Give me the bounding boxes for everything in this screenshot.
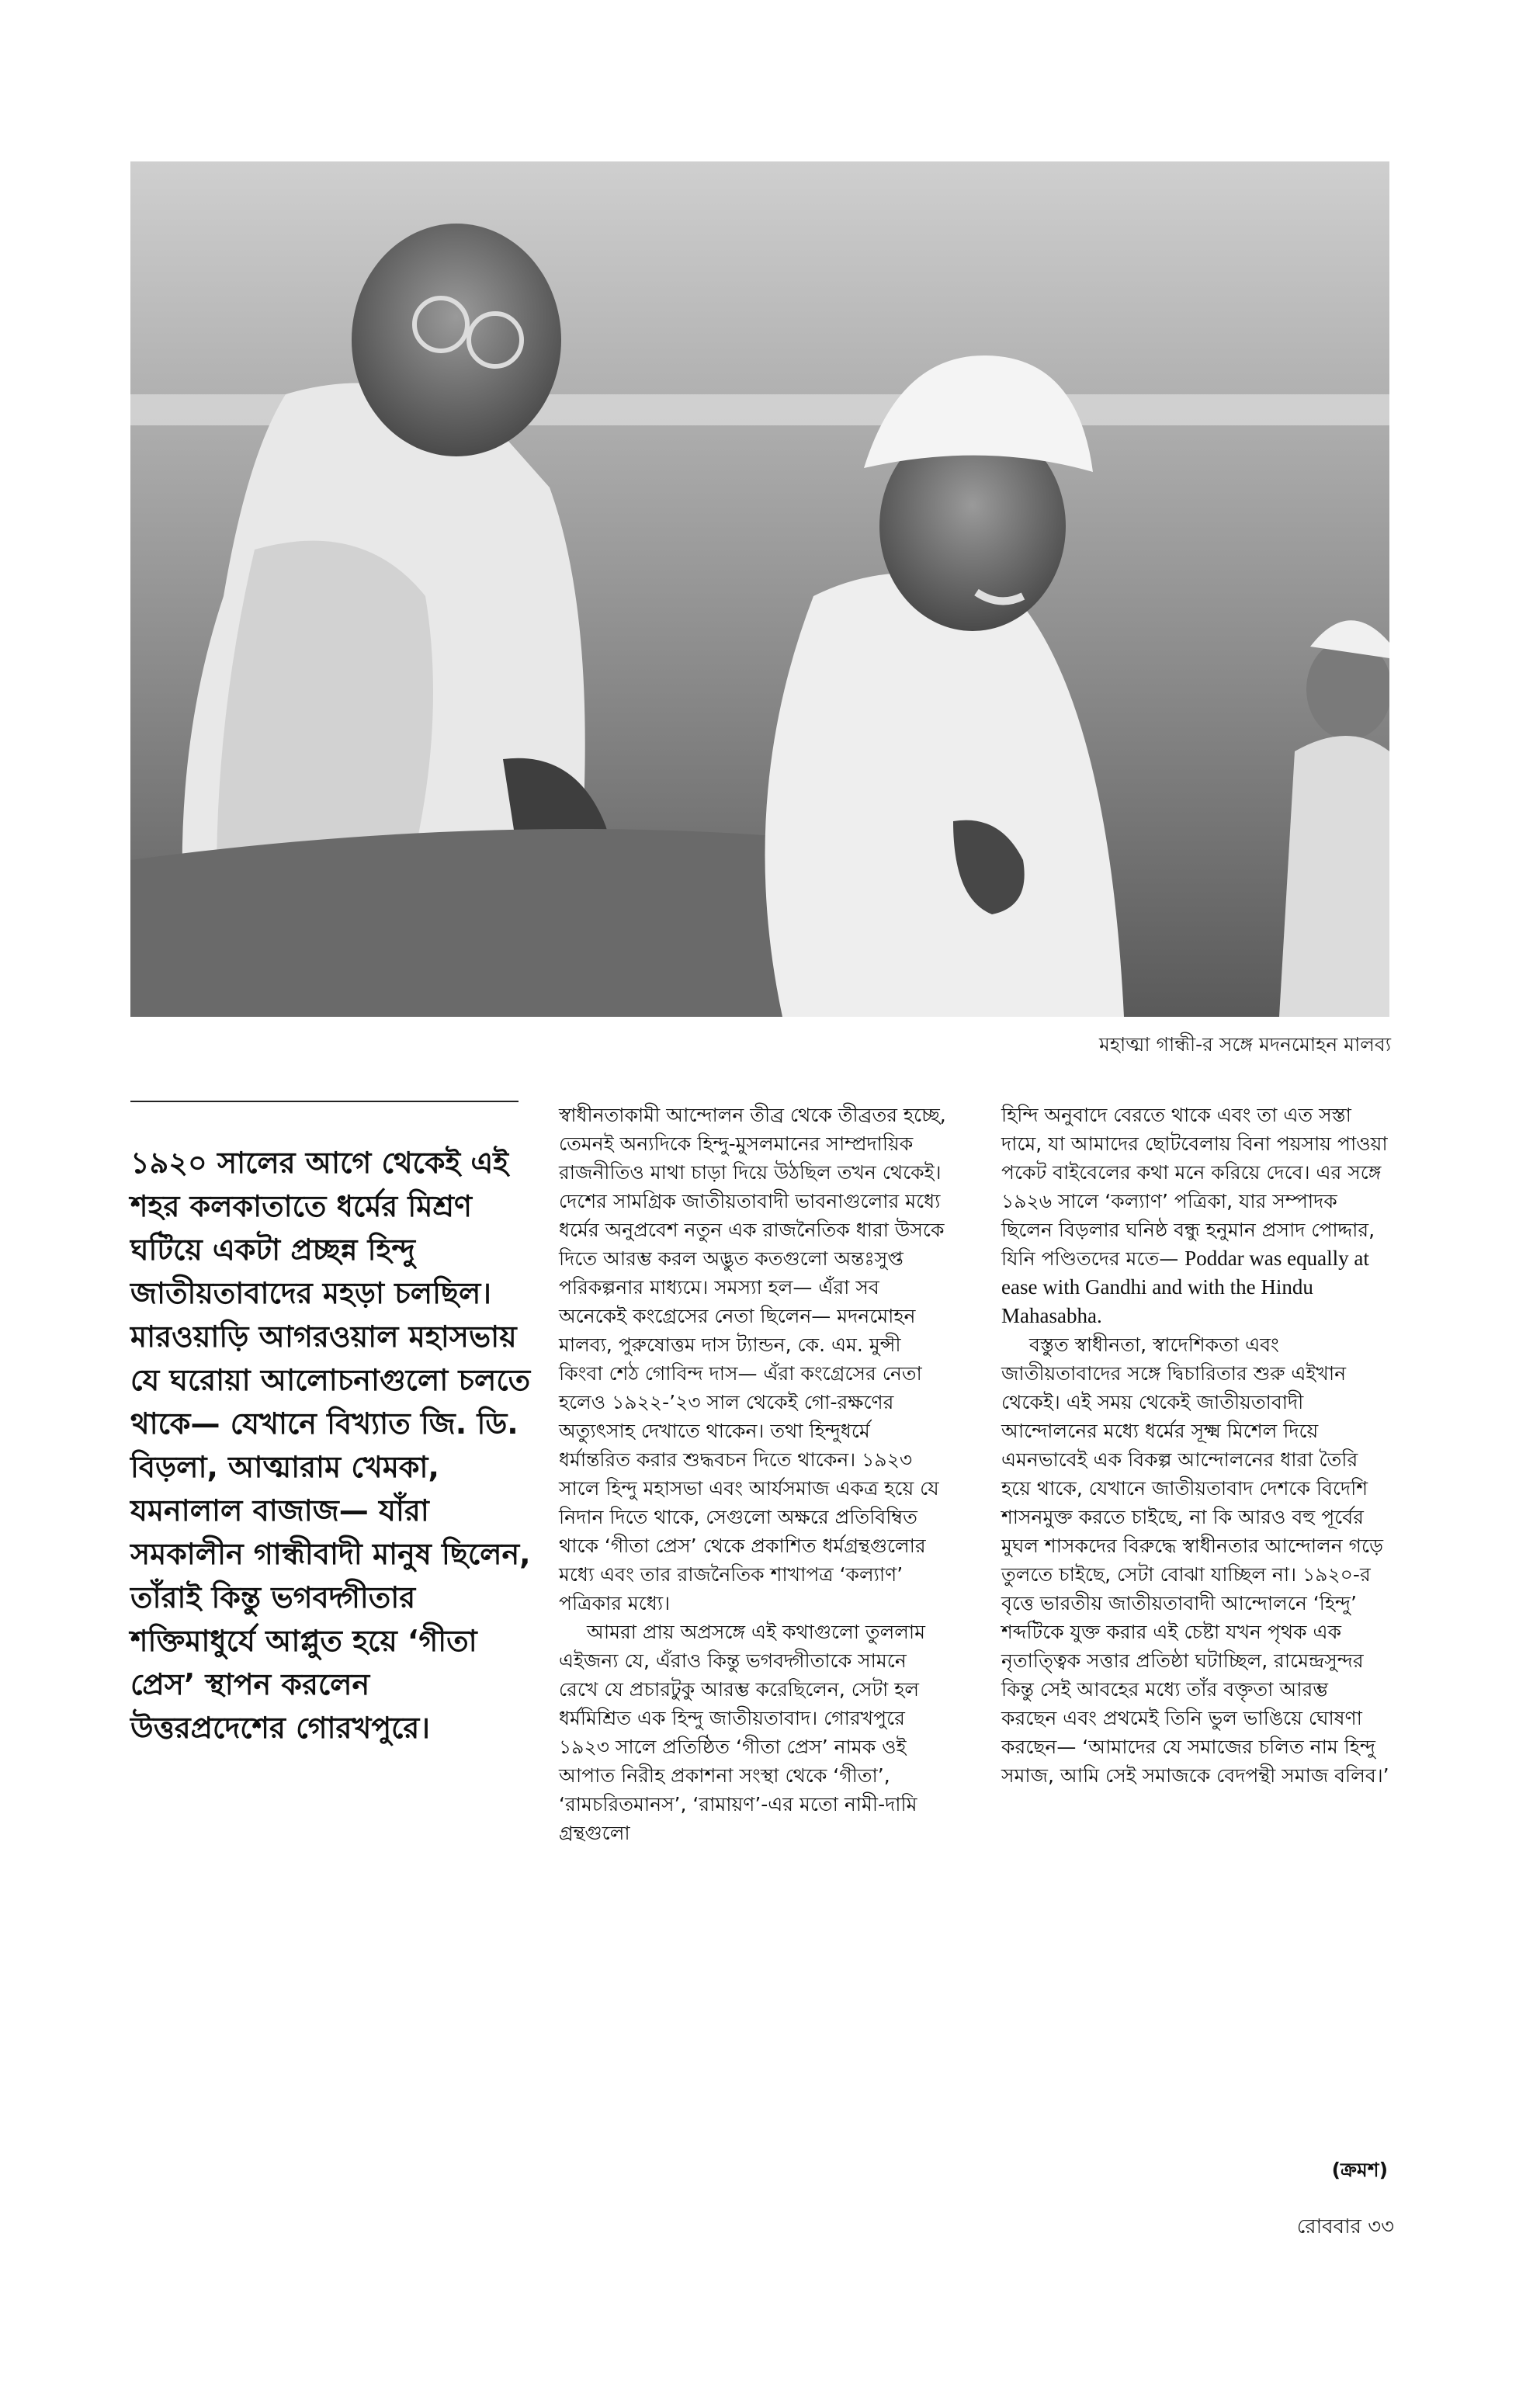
column1-paragraph-1: স্বাধীনতাকামী আন্দোলন তীব্র থেকে তীব্রতর হচ্ছে, তেমনই অন্যদিকে হিন্দু-মুসলমানের সাম্প্রদায়িক রাজনীতিও মাথা চাড়া দিয়ে উঠছিল তখন থেকেই। দেশের সামগ্রিক জাতীয়তাবাদী ভাবনাগুলোর মধ্যে ধর্মের অনুপ্রবেশ নতুন এক রাজনৈতিক ধারা উসকে দিতে আরম্ভ করল অদ্ভুত কতগুলো অন্তঃসুপ্ত পরিকল্পনার মাধ্যমে। সমস্যা হল— এঁরা সব অনেকেই কংগ্রেসের নেতা ছিলেন— মদনমোহন মালব্য, পুরুষোত্তম দাস ট্যান্ডন, কে. এম. মুন্সী কিংবা শেঠ গোবিন্দ দাস— এঁরা কংগ্রেসের নেতা হলেও ১৯২২-’২৩ সাল থেকেই গো-রক্ষণের অত্যুৎসাহ দেখাতে থাকেন। তথা হিন্দুধর্মে ধর্মান্তরিত করার শুদ্ধবচন দিতে থাকেন। ১৯২৩ সালে হিন্দু মহাসভা এবং আর্যসমাজ একত্র হয়ে যে নিদান দিতে থাকে, সেগুলো অক্ষরে প্রতিবিম্বিত থাকে ‘গীতা প্রেস’ থেকে প্রকাশিত ধর্মগ্রন্থগুলোর মধ্যে এবং তার রাজনৈতিক শাখাপত্র ‘কল্যাণ’ পত্রিকার মধ্যে। [559, 1104, 946, 1614]
page-folio: রোববার ৩৩ [1296, 2215, 1394, 2239]
photo-gandhi-malaviya [130, 161, 1389, 1017]
article-column-2 [1001, 1101, 1389, 1790]
photo-caption: মহাত্মা গান্ধী-র সঙ্গে মদনমোহন মালব্য [1099, 1033, 1391, 1056]
column2-paragraph-2: বস্তুত স্বাধীনতা, স্বাদেশিকতা এবং জাতীয়তাবাদের সঙ্গে দ্বিচারিতার শুরু এইখান থেকেই। এই সময় থেকেই জাতীয়তাবাদী আন্দোলনের মধ্যে ধর্মের সূক্ষ্ম মিশেল দিয়ে এমনভাবেই এক বিকল্প আন্দোলনের ধারা তৈরি হয়ে থাকে, যেখানে জাতীয়তাবাদ দেশকে বিদেশি শাসনমুক্ত করতে চাইছে, না কি আরও বহু পূর্বের মুঘল শাসকদের বিরুদ্ধে স্বাধীনতার আন্দোলন গড়ে তুলতে চাইছে, সেটা বোঝা যাচ্ছিল না। ১৯২০-র বৃত্তে ভারতীয় জাতীয়তাবাদী আন্দোলনে ‘হিন্দু’ শব্দটিকে যুক্ত করার এই চেষ্টা যখন পৃথক এক নৃতাত্ত্বিক সত্তার প্রতিষ্ঠা ঘটাচ্ছিল, রামেন্দ্রসুন্দর কিন্তু সেই আবহের মধ্যে তাঁর বক্তৃতা আরম্ভ করছেন এবং প্রথমেই তিনি ভুল ভাঙিয়ে ঘোষণা করছেন— ‘আমাদের যে সমাজের চলিত নাম হিন্দু সমাজ, আমি সেই সমাজকে বেদপন্থী সমাজ বলিব।’ [1001, 1333, 1389, 1787]
column2-english-quote: Poddar was equally at ease with Gandhi and with the Hindu Mahasabha. [1001, 1247, 1369, 1327]
column2-paragraph-1 [1001, 1101, 1389, 1330]
continued-marker: (ক্রমশ) [1331, 2159, 1388, 2181]
photo-illustration [130, 161, 1389, 1017]
article-column-1 [559, 1101, 947, 1847]
column1-paragraph-2: আমরা প্রায় অপ্রসঙ্গে এই কথাগুলো তুললাম এইজন্য যে, এঁরাও কিন্তু ভগবদ্গীতাকে সামনে রেখে যে প্রচারটুকু আরম্ভ করেছিলেন, সেটা হল ধর্মমিশ্রিত এক হিন্দু জাতীয়তাবাদ। গোরখপুরে ১৯২৩ সালে প্রতিষ্ঠিত ‘গীতা প্রেস’ নামক ওই আপাত নিরীহ প্রকাশনা সংস্থা থেকে ‘গীতা’, ‘রামচরিতমানস’, ‘রামায়ণ’-এর মতো নামী-দামি গ্রন্থগুলো [559, 1621, 926, 1844]
pull-quote: ১৯২০ সালের আগে থেকেই এই শহর কলকাতাতে ধর্মের মিশ্রণ ঘটিয়ে একটা প্রচ্ছন্ন হিন্দু জাতীয়তাবাদের মহড়া চলছিল। মারওয়াড়ি আগরওয়াল মহাসভায় যে ঘরোয়া আলোচনাগুলো চলতে থাকে— যেখানে বিখ্যাত জি. ডি. বিড়লা, আত্মারাম খেমকা, যমনালাল বাজাজ— যাঁরা সমকালীন গান্ধীবাদী মানুষ ছিলেন, তাঁরাই কিন্তু ভগবদ্গীতার শক্তিমাধুর্যে আপ্লুত হয়ে ‘গীতা প্রেস’ স্থাপন করলেন উত্তরপ্রদেশের গোরখপুরে। [130, 1146, 531, 1745]
column2-paragraph-1-bengali: হিন্দি অনুবাদে বেরতে থাকে এবং তা এত সস্তা দামে, যা আমাদের ছোটবেলায় বিনা পয়সায় পাওয়া পকেট বাইবেলের কথা মনে করিয়ে দেবে। এর সঙ্গে ১৯২৬ সালে ‘কল্যাণ’ পত্রিকা, যার সম্পাদক ছিলেন বিড়লার ঘনিষ্ঠ বন্ধু হনুমান প্রসাদ পোদ্দার, যিনি পণ্ডিতদের মতে— [1001, 1104, 1388, 1270]
pull-quote-rule [130, 1101, 519, 1102]
